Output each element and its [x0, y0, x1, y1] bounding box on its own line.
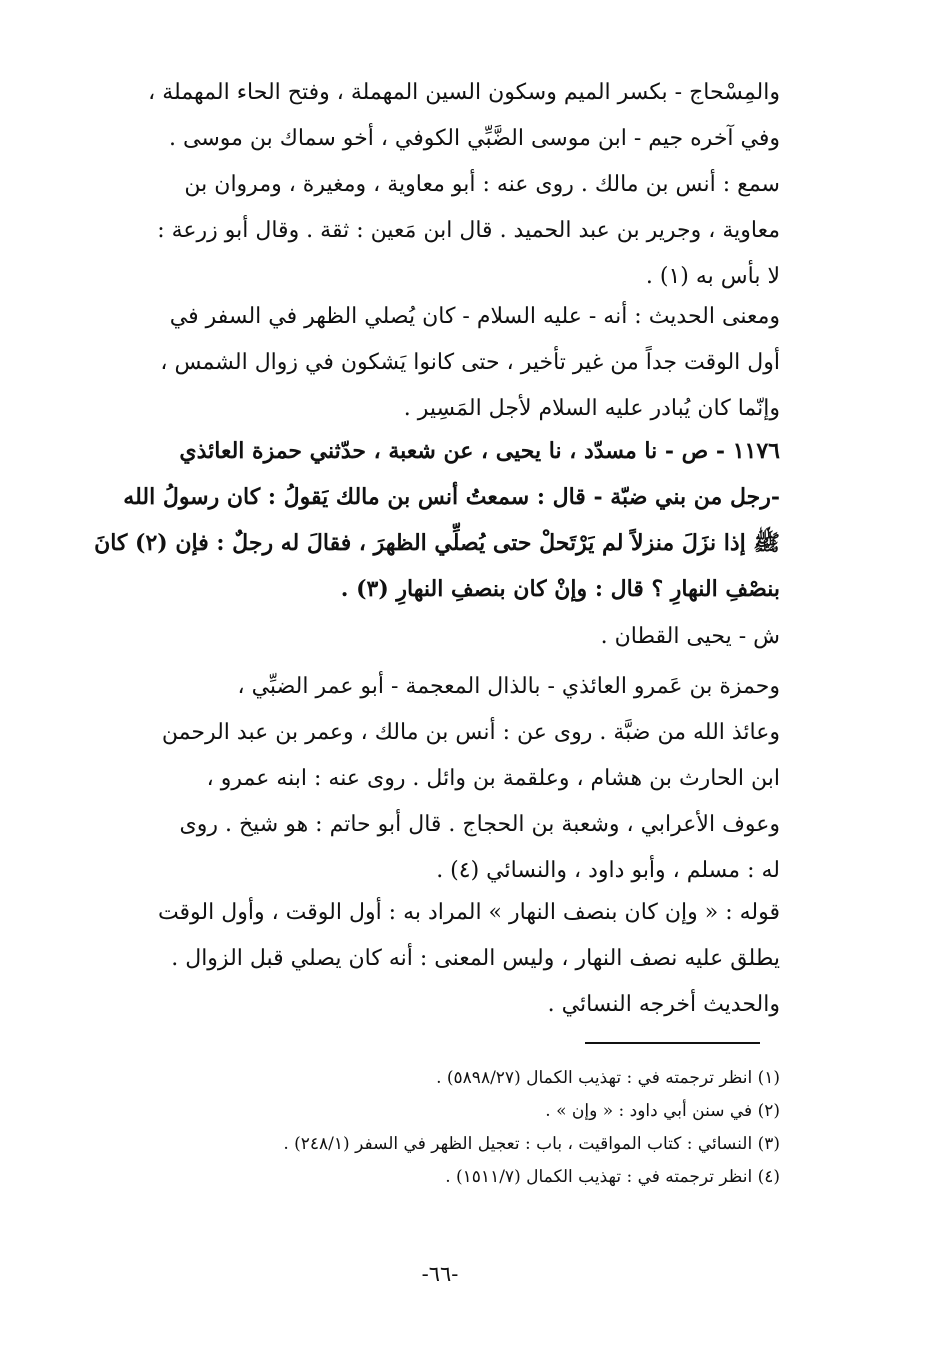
text-line: يطلق عليه نصف النهار ، وليس المعنى : أنه كان يصلي قبل الزوال . — [171, 946, 780, 971]
paragraph — [100, 664, 780, 894]
hadith-text — [94, 428, 780, 612]
page-number: -٦٦- — [421, 1262, 459, 1286]
text-line: معاوية ، وجرير بن عبد الحميد . قال ابن مَعين : ثقة . وقال أبو زرعة : — [157, 218, 780, 243]
text-line: سمع : أنس بن مالك . روى عنه : أبو معاوية ، ومغيرة ، ومروان بن — [184, 172, 780, 197]
text-line: ومعنى الحديث : أنه - عليه السلام - كان يُصلي الظهر في السفر في — [169, 304, 780, 329]
text-line: -رجل من بني ضبّة - قال : سمعتُ أنس بن مالك يَقولُ : كان رسولُ الله — [123, 484, 780, 510]
text-line: وعائذ الله من ضبَّة . روى عن : أنس بن مالك ، وعمر بن عبد الرحمن — [161, 720, 780, 745]
text-line: ابن الحارث بن هشام ، وعلقمة بن وائل . روى عنه : ابنه عمرو ، — [206, 766, 780, 791]
footnote-4: (٤) انظر ترجمته في : تهذيب الكمال (١٥١١/٧) . — [445, 1167, 780, 1187]
hadith-paragraph-p3 — [94, 428, 780, 612]
paragraph-p2 — [100, 294, 780, 432]
text-line: والمِسْحاج - بكسر الميم وسكون السين المهملة ، وفتح الحاء المهملة ، — [148, 80, 780, 105]
footnote-3: (٣) النسائي : كتاب المواقيت ، باب : تعجيل الظهر في السفر (٢٤٨/١) . — [283, 1134, 780, 1154]
text-line: قوله : « وإن كان بنصف النهار » المراد به : أول الوقت ، وأول الوقت — [157, 900, 780, 925]
paragraph — [100, 70, 780, 300]
text-line: ﷺ إذا نزَلَ منزلاً لم يَرْتَحلْ حتى يُصلِّي الظهرَ ، فقالَ له رجلٌ : فإن (٢) كانَ — [94, 530, 780, 556]
paragraph-p6 — [100, 890, 780, 1028]
footnote-divider — [585, 1042, 760, 1044]
text-line: ش - يحيى القطان . — [600, 624, 780, 649]
text-line: وفي آخره جيم - ابن موسى الضَّبِّي الكوفي ، أخو سماك بن موسى . — [169, 126, 780, 151]
paragraph — [100, 614, 780, 660]
text-line: والحديث أخرجه النسائي . — [547, 992, 780, 1017]
footnote-1: (١) انظر ترجمته في : تهذيب الكمال (٥٨٩٨/٢٧) . — [436, 1068, 780, 1088]
text-line: ١١٧٦ - ص - نا مسدّد ، نا يحيى ، عن شعبة ، حدّثني حمزة العائذي — [179, 438, 780, 464]
text-line: أول الوقت جداً من غير تأخير ، حتى كانوا يَشكون في زوال الشمس ، — [160, 350, 780, 375]
text-line: له : مسلم ، وأبو داود ، والنسائي (٤) . — [436, 858, 780, 883]
paragraph-p5 — [100, 664, 780, 894]
text-line: وعوف الأعرابي ، وشعبة بن الحجاج . قال أبو حاتم : هو شيخ . روى — [179, 812, 780, 837]
paragraph — [100, 890, 780, 1028]
text-line: وإنّما كان يُبادر عليه السلام لأجل المَسِير . — [403, 396, 780, 421]
paragraph — [100, 294, 780, 432]
footnote-2: (٢) في سنن أبي داود : « وإن » . — [545, 1101, 780, 1121]
text-line: لا بأس به (١) . — [645, 264, 780, 289]
paragraph-p4 — [100, 614, 780, 660]
footnotes — [150, 1062, 780, 1194]
text-line: بنصْفِ النهارِ ؟ قال : وإنْ كان بنصفِ النهارِ (٣) . — [340, 576, 780, 602]
paragraph-p1 — [100, 70, 780, 300]
text-line: وحمزة بن عَمرو العائذي - بالذال المعجمة - أبو عمر الضبِّي ، — [237, 674, 780, 699]
